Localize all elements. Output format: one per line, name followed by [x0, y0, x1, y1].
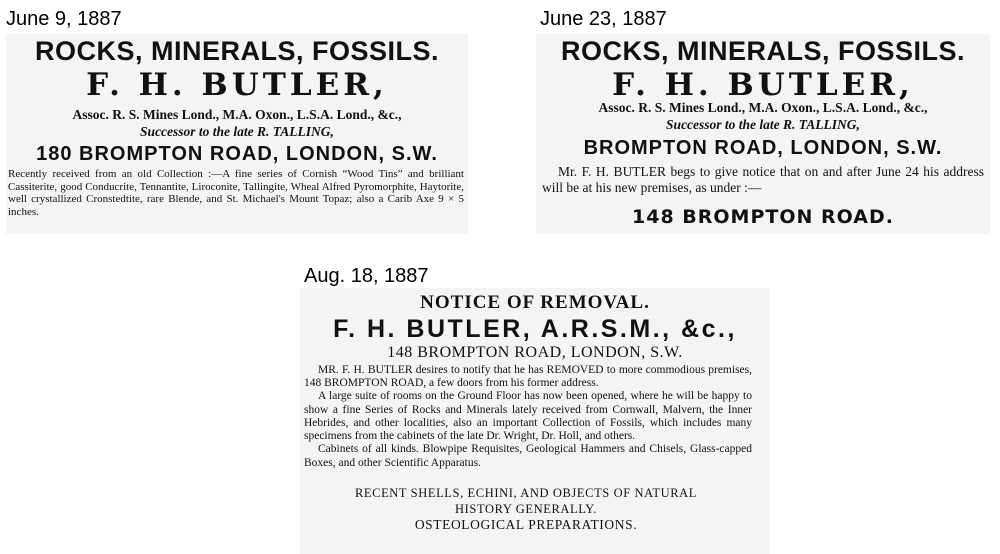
ad-name: F. H. BUTLER, — [86, 67, 388, 103]
advertisement-clipping-1 — [6, 34, 468, 234]
ad-line-shells: RECENT SHELLS, ECHINI, AND OBJECTS OF NATURAL — [354, 486, 698, 500]
ad-paragraph-rooms: A large suite of rooms on the Ground Floor has now been opened, where he will be happy to show a fine Series of Rocks and Minerals lately received from Cornwall, Malvern, the Inner Hebrides, and other localities, also an important Collection of Fossils, which includes many specimens from the cabinets of the late Dr. Wright, Dr. Holl, and others. — [304, 390, 752, 443]
advertisement-clipping-2 — [536, 34, 990, 234]
ad-new-address: 148 BROMPTON ROAD. — [632, 206, 894, 228]
ad-name: F. H. BUTLER, A.R.S.M., &c., — [333, 315, 737, 343]
date-label-1: June 9, 1887 — [6, 8, 122, 30]
date-label-2: June 23, 1887 — [540, 8, 667, 30]
ad-address: 180 BROMPTON ROAD, LONDON, S.W. — [36, 143, 438, 165]
ad-name: F. H. BUTLER, — [612, 67, 914, 103]
date-label-3: Aug. 18, 1887 — [304, 265, 429, 287]
ad-line-osteology: OSTEOLOGICAL PREPARATIONS. — [414, 517, 638, 532]
ad-body — [304, 364, 752, 470]
ad-credentials: Assoc. R. S. Mines Lond., M.A. Oxon., L.S.A. Lond., &c., — [598, 100, 928, 115]
ad-heading: ROCKS, MINERALS, FOSSILS. — [34, 36, 440, 66]
ad-address: 148 BROMPTON ROAD, LONDON, S.W. — [387, 344, 683, 361]
ad-credentials: Assoc. R. S. Mines Lond., M.A. Oxon., L.S.A. Lond., &c., — [72, 107, 402, 122]
ad-address: BROMPTON ROAD, LONDON, S.W. — [583, 137, 943, 159]
ad-paragraph-cabinets: Cabinets of all kinds. Blowpipe Requisites, Geological Hammers and Chisels, Glass-capped Boxes, and other Scientific Apparatus. — [304, 443, 752, 469]
ad-paragraph-removed: MR. F. H. BUTLER desires to notify that he has REMOVED to more commodious premises, 148 BROMPTON ROAD, a few doors from his former address. — [304, 364, 752, 390]
ad-body-text: Recently received from an old Collection :—A fine series of Cornish “Wood Tins” and brilliant Cassiterite, good Conducrite, Tennantite, Liroconite, Tallingite, Wheal Alfred Pyromorphite, Haytorite, well crystallized Cronstedtite, rare Blende, and St. Michael's Mount Topaz; also a Carib Axe 9 × 5 inches. — [8, 168, 464, 218]
ad-line-history: HISTORY GENERALLY. — [455, 502, 597, 516]
ad-body-text: Mr. F. H. BUTLER begs to give notice that on and after June 24 his address will be at his new premises, as under :— — [542, 164, 984, 196]
ad-heading: ROCKS, MINERALS, FOSSILS. — [560, 36, 966, 66]
advertisement-clipping-3 — [300, 288, 770, 554]
ad-successor: Successor to the late R. TALLING, — [666, 117, 860, 132]
notice-heading: NOTICE OF REMOVAL. — [420, 292, 650, 313]
ad-successor: Successor to the late R. TALLING, — [140, 124, 334, 139]
